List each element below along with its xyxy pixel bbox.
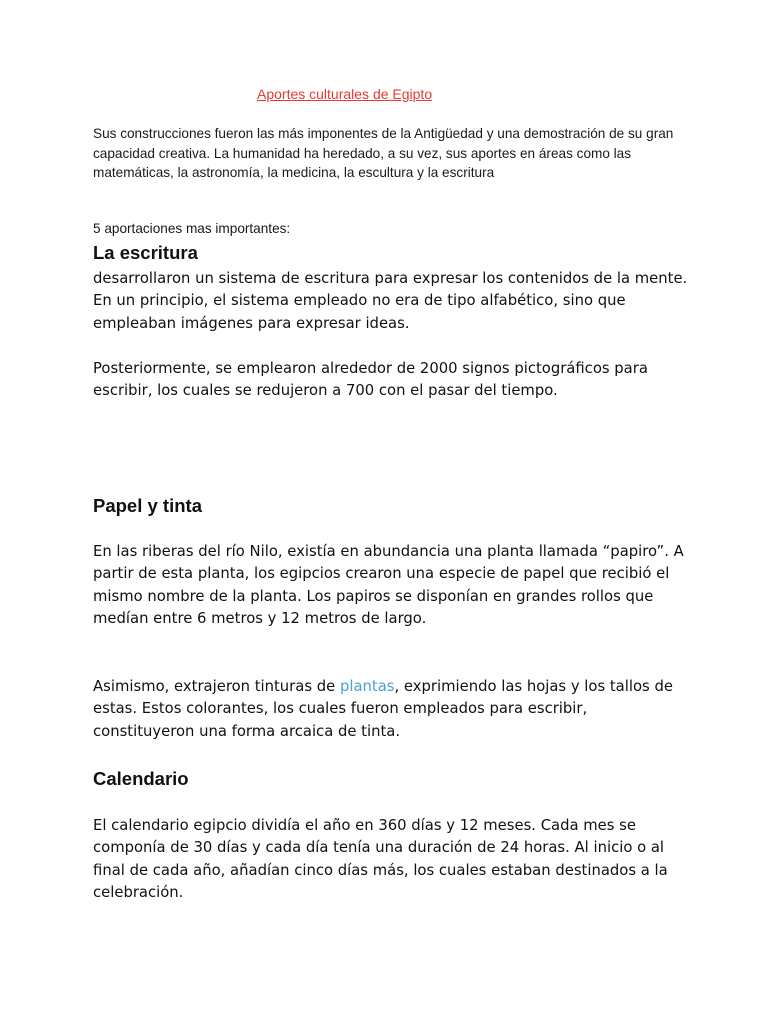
heading-papel-y-tinta: Papel y tinta [93,495,202,516]
papel-paragraph-2 [93,676,693,743]
heading-calendario: Calendario [93,768,189,789]
papel-paragraph-2-after: , exprimiendo las hojas y los tallos de estas. Estos colorantes, los cuales fueron empleados para escribir, constituyeron una forma arcaica de tinta. [93,678,673,740]
sublead-text: 5 aportaciones mas importantes: [93,221,291,236]
papel-paragraph-2-before: Asimismo, extrajeron tinturas de [93,678,340,695]
papel-paragraph-1: En las riberas del río Nilo, existía en abundancia una planta llamada “papiro”. A partir de esta planta, los egipcios crearon una especie de papel que recibió el mismo nombre de la planta. Los papiros se disponían en grandes rollos que medían entre 6 metros y 12 metros de largo. [93,543,684,627]
intro-paragraph: Sus construcciones fueron las más imponentes de la Antigüedad y una demostración de su gran capacidad creativa. La humanidad ha heredado, a su vez, sus aportes en áreas como las matemáticas, la astronomía, la medicina, la escultura y la escritura [93,126,674,180]
document-title: Aportes culturales de Egipto [257,86,433,102]
escritura-paragraph-1: desarrollaron un sistema de escritura para expresar los contenidos de la mente. En un principio, el sistema empleado no era de tipo alfabético, sino que empleaban imágenes para expresar ideas. [93,270,688,332]
calendario-paragraph: El calendario egipcio dividía el año en 360 días y 12 meses. Cada mes se componía de 30 días y cada día tenía una duración de 24 horas. Al inicio o al final de cada año, añadían cinco días más, los cuales estaban destinados a la celebración. [93,817,668,901]
heading-la-escritura: La escritura [93,242,198,263]
escritura-paragraph-2: Posteriormente, se emplearon alrededor de 2000 signos pictográficos para escribir, los cuales se redujeron a 700 con el pasar del tiempo. [93,360,648,400]
plantas-link[interactable]: plantas [339,678,395,695]
